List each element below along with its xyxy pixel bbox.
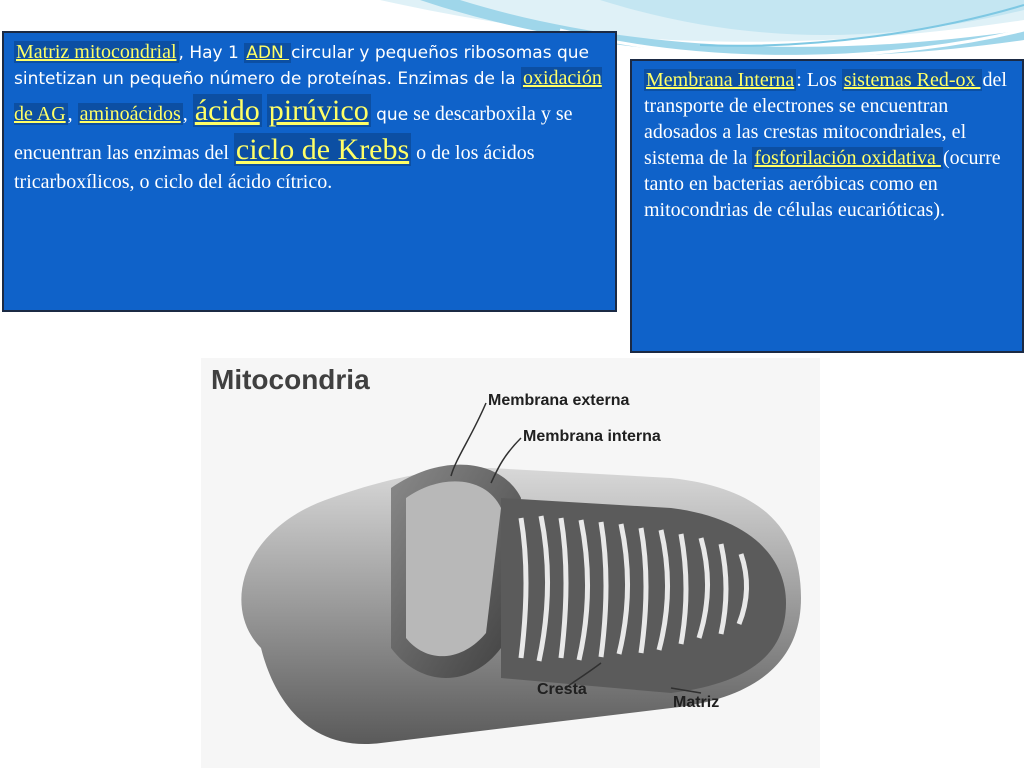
link-ciclo-krebs[interactable]: ciclo de Krebs	[235, 133, 410, 166]
text-hay: Hay 1	[189, 43, 245, 63]
text-colon: : Los	[796, 69, 842, 91]
mitocondria-figure	[201, 358, 820, 768]
text-comma: ,	[178, 43, 190, 63]
matriz-text-box	[2, 31, 617, 312]
label-matriz: Matriz	[673, 694, 720, 711]
text-comma: ,	[67, 103, 78, 125]
label-membrana-externa: Membrana externa	[488, 392, 630, 409]
text-ocurre: (ocurre tanto en bacterias aeróbicas como en mitocondrias de células eucarióticas).	[644, 147, 1001, 221]
link-oxidacion-ag[interactable]: oxidación de AG	[14, 67, 602, 125]
text-krebs-tail: o de los ácidos tricarboxílicos, o ciclo del ácido cítrico.	[14, 142, 535, 193]
text-descarboxila: se descarboxila y se encuentran las enzimas del	[14, 103, 573, 164]
text-comma: ,	[182, 103, 193, 125]
link-aminoacidos[interactable]: aminoácidos	[79, 103, 181, 125]
label-membrana-interna: Membrana interna	[523, 428, 661, 445]
text-transporte: del transporte de electrones se encuentran adosados a las crestas mitocondriales, el sistema de la	[644, 69, 1007, 169]
link-sistemas-red-ox[interactable]: sistemas Red-ox	[843, 69, 981, 91]
link-matriz-mitocondrial[interactable]: Matriz mitocondrial	[16, 41, 177, 63]
link-acido[interactable]: ácido	[194, 94, 260, 127]
link-adn[interactable]: ADN	[246, 43, 290, 63]
text-que: que	[370, 105, 409, 125]
text-adn-description: circular y pequeños ribosomas que sintetizan un pequeño número de proteínas. Enzimas de la	[14, 43, 590, 89]
link-piruvico[interactable]: pirúvico	[268, 94, 369, 127]
mitocondria-illustration	[201, 358, 820, 768]
link-membrana-interna[interactable]: Membrana Interna	[646, 69, 795, 91]
membrana-interna-text-box	[630, 59, 1024, 353]
figure-title: Mitocondria	[211, 364, 370, 395]
link-fosforilacion-oxidativa[interactable]: fosforilación oxidativa	[754, 147, 941, 169]
label-cresta: Cresta	[537, 681, 587, 698]
text-space	[262, 103, 267, 125]
